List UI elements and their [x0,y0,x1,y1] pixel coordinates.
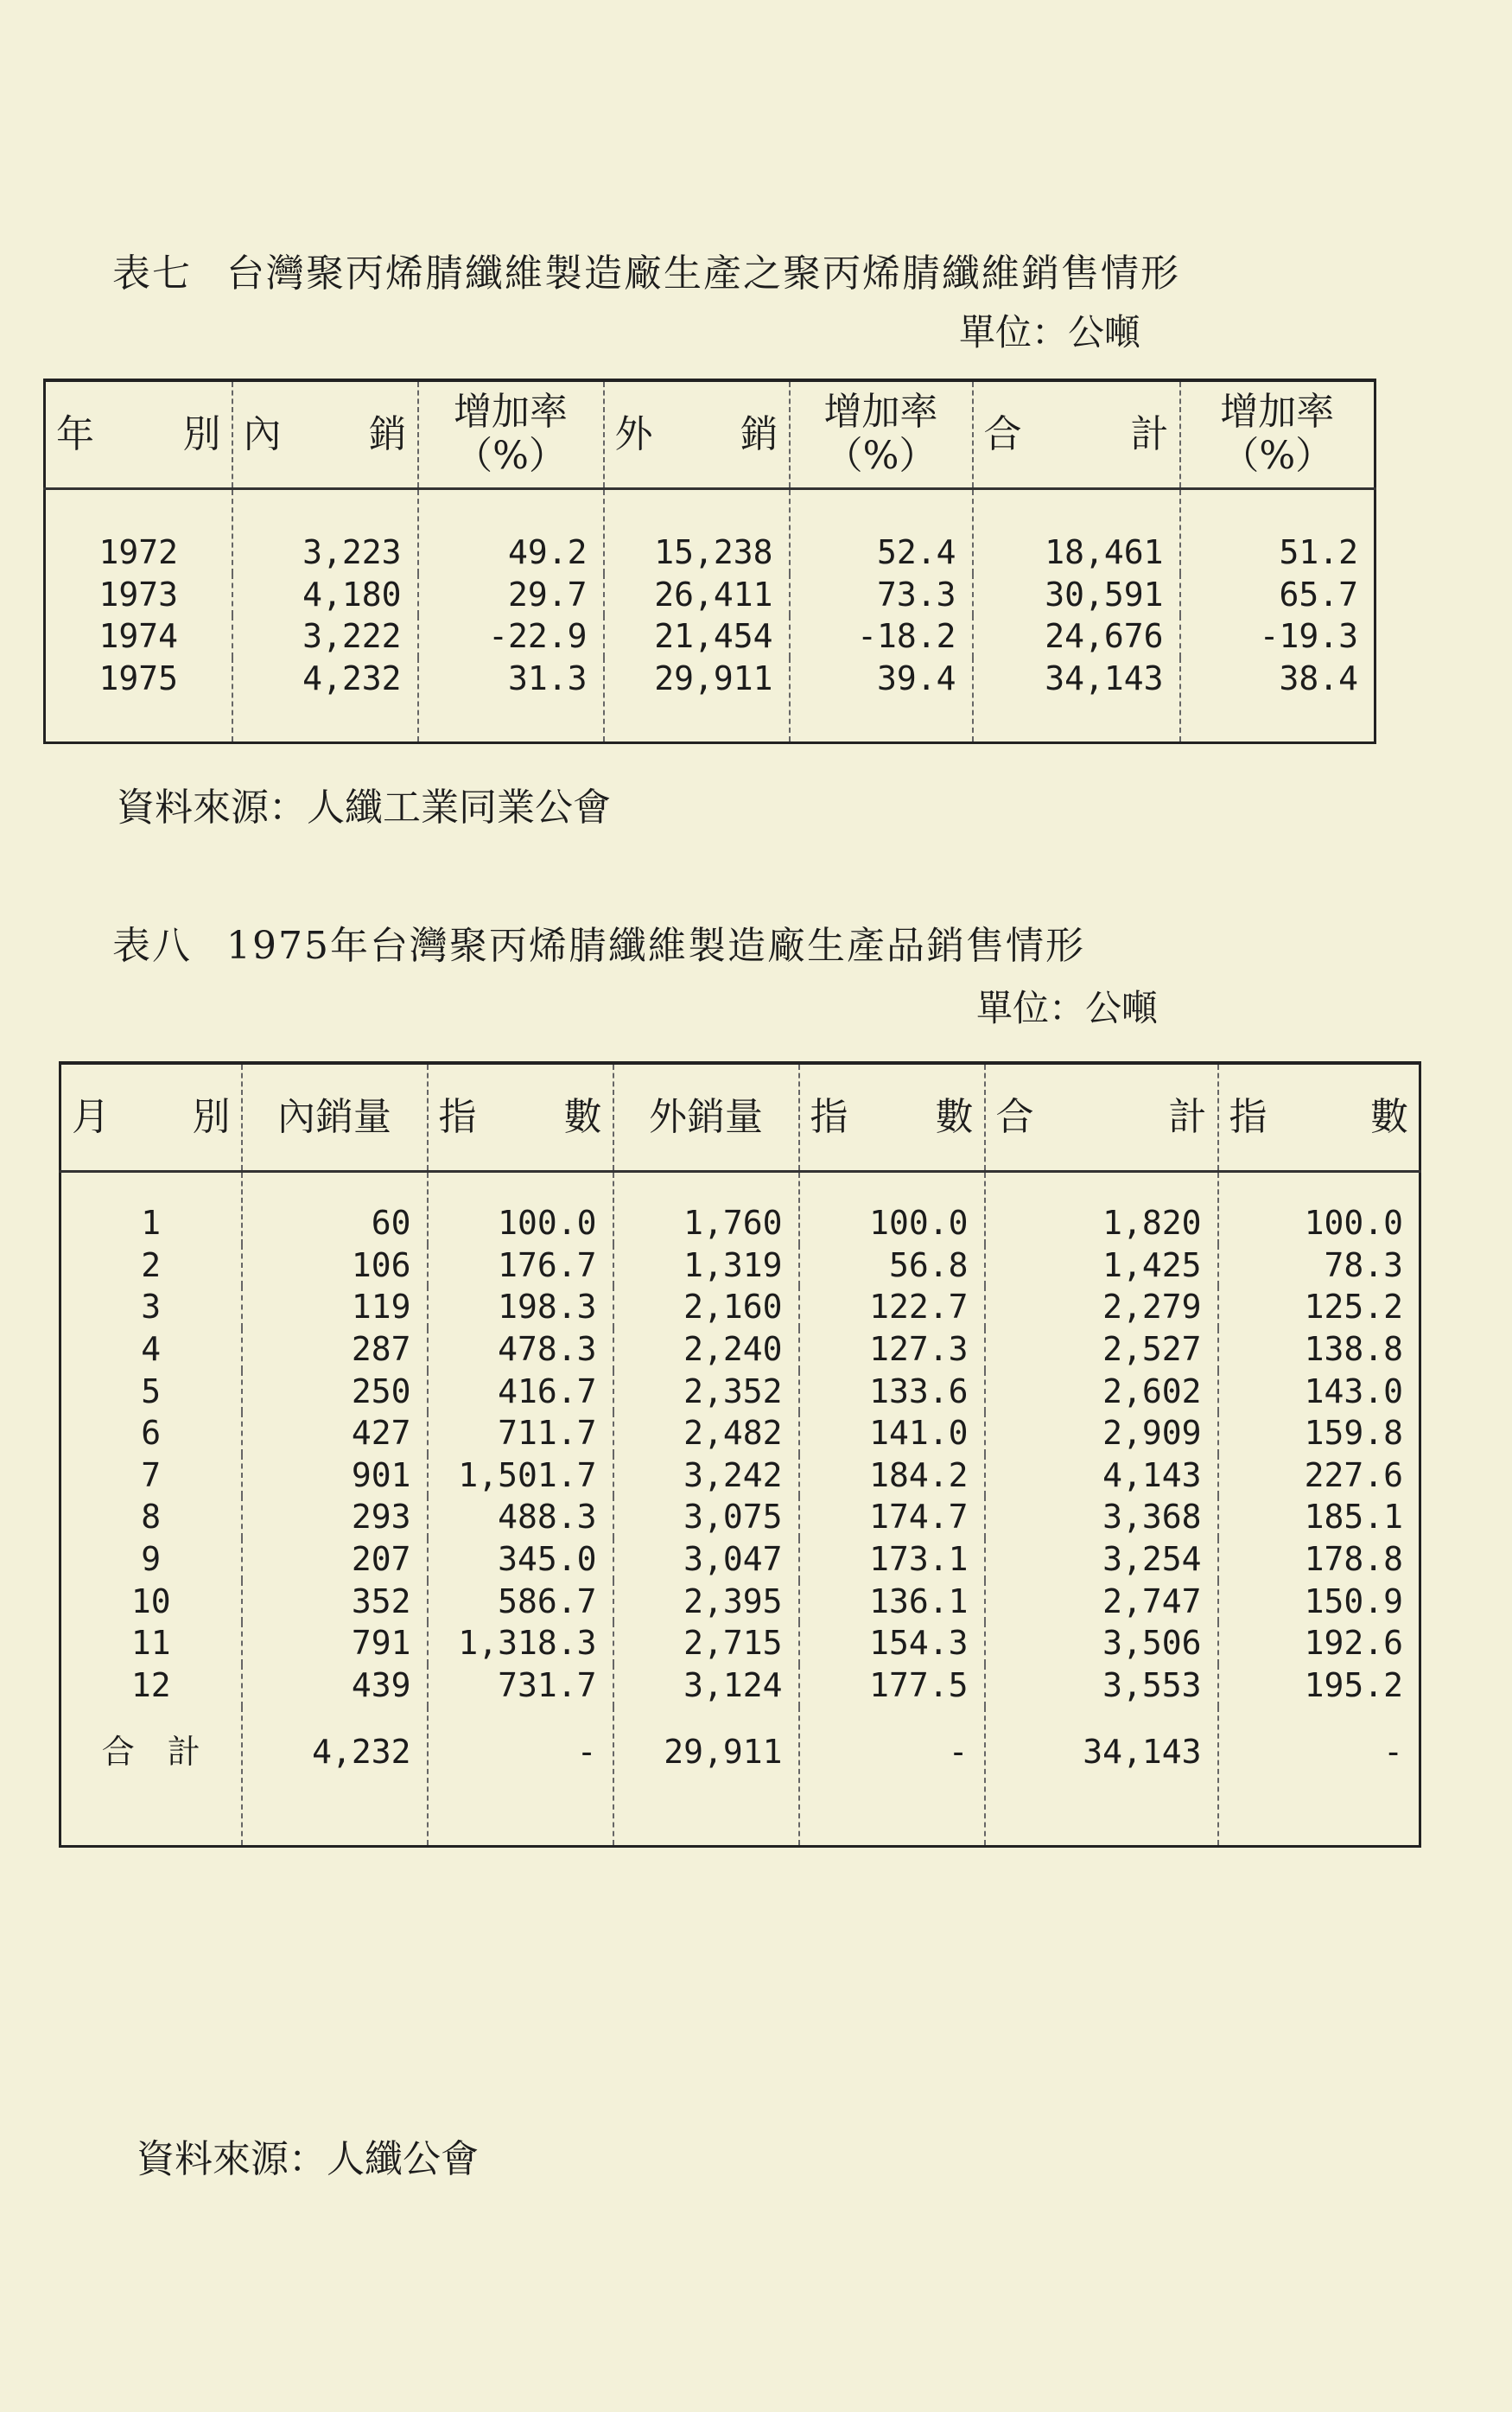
table8-header-month: 月 別 [60,1063,242,1172]
table8-total-row [60,1707,1420,1847]
total-cell: 30,591 [973,574,1180,616]
month-cell: 8 [60,1496,242,1538]
domestic-cell: 250 [242,1371,428,1413]
export-cell: 2,482 [613,1412,799,1454]
domestic-cell: 4,232 [232,658,418,742]
domestic-index-cell: 100.0 [428,1172,613,1244]
domestic-cell: 4,180 [232,574,418,616]
table-row [60,1172,1420,1244]
table8-header-total: 合 計 [985,1063,1218,1172]
table7-source: 資料來源：人纖工業同業公會 [117,786,611,830]
domestic-index-cell: 176.7 [428,1244,613,1287]
total-rate-cell: 38.4 [1279,659,1358,697]
export-index-cell: 141.0 [799,1412,985,1454]
table7-caption [112,242,1180,297]
total-index-cell: 78.3 [1324,1245,1403,1284]
total-index-cell: 138.8 [1304,1329,1403,1368]
export-rate-cell: 52.4 [790,489,973,574]
year-cell: 1972 [45,489,232,574]
domestic-index-cell: 416.7 [428,1371,613,1413]
table8-source: 資料來源：人纖公會 [137,2137,479,2181]
total-rate-cell: 65.7 [1279,575,1358,614]
total-cell: 24,676 [973,615,1180,658]
export-cell: 2,715 [613,1622,799,1664]
domestic-index-cell: 198.3 [428,1286,613,1328]
domestic-rate-cell: 29.7 [418,574,604,616]
domestic-cell: 293 [242,1496,428,1538]
table-row [60,1454,1420,1497]
year-cell: 1973 [45,574,232,616]
table8-number: 表八 [112,924,192,968]
export-index-cell: 122.7 [799,1286,985,1328]
month-cell: 1 [60,1172,242,1244]
total-cell: 18,461 [973,489,1180,574]
export-cell: 26,411 [604,574,790,616]
total-cell: 3,506 [985,1622,1218,1664]
table8-header-row [60,1063,1420,1172]
total-cell: 34,143 [985,1707,1218,1847]
domestic-cell: 901 [242,1454,428,1497]
table7-number: 表七 [112,251,192,296]
domestic-index-cell: 731.7 [428,1664,613,1707]
export-cell: 1,319 [613,1244,799,1287]
table-row [60,1286,1420,1328]
domestic-cell: 207 [242,1538,428,1581]
export-index-cell: 154.3 [799,1622,985,1664]
table7-header-year: 年 別 [45,380,232,489]
domestic-index-cell: 488.3 [428,1496,613,1538]
table7-header-export: 外 銷 [604,380,790,489]
export-cell: 2,352 [613,1371,799,1413]
export-cell: 1,760 [613,1172,799,1244]
total-index-cell: 159.8 [1304,1414,1403,1453]
export-index-cell: 177.5 [799,1664,985,1707]
domestic-cell: 3,222 [232,615,418,658]
export-cell: 15,238 [604,489,790,574]
table8-header-export-index: 指 數 [799,1063,985,1172]
total-index-cell: 143.0 [1304,1371,1403,1410]
table7-header-domestic: 內 銷 [232,380,418,489]
export-cell: 2,160 [613,1286,799,1328]
table7-title: 台灣聚丙烯腈纖維製造廠生產之聚丙烯腈纖維銷售情形 [226,251,1180,296]
total-index-cell: 178.8 [1304,1540,1403,1578]
table-row [45,489,1375,574]
domestic-rate-cell: -22.9 [418,615,604,658]
export-cell: 21,454 [604,615,790,658]
export-cell: 29,911 [613,1707,799,1847]
month-cell: 6 [60,1412,242,1454]
table-row [45,574,1375,616]
domestic-cell: 4,232 [242,1707,428,1847]
domestic-cell: 427 [242,1412,428,1454]
total-rate-cell: -19.3 [1259,617,1358,656]
domestic-cell: 287 [242,1328,428,1371]
export-index-cell: 174.7 [799,1496,985,1538]
domestic-rate-cell: 31.3 [418,658,604,742]
domestic-cell: 439 [242,1664,428,1707]
table-row [60,1328,1420,1371]
domestic-index-cell: 711.7 [428,1412,613,1454]
total-cell: 2,747 [985,1581,1218,1623]
total-cell: 2,602 [985,1371,1218,1413]
export-cell: 3,047 [613,1538,799,1581]
table-row [60,1664,1420,1707]
domestic-index-cell: - [428,1707,613,1847]
table8-header-domestic: 內銷量 [242,1063,428,1172]
export-index-cell: 56.8 [799,1244,985,1287]
total-cell: 2,909 [985,1412,1218,1454]
total-cell: 4,143 [985,1454,1218,1497]
export-index-cell: 173.1 [799,1538,985,1581]
total-index-cell: 195.2 [1304,1665,1403,1704]
table-row [60,1538,1420,1581]
export-rate-cell: 39.4 [790,658,973,742]
table-row [60,1496,1420,1538]
month-cell: 4 [60,1328,242,1371]
total-index-cell: 150.9 [1304,1581,1403,1620]
total-index-cell: - [1383,1732,1403,1771]
table-row [45,615,1375,658]
domestic-cell: 119 [242,1286,428,1328]
table-row [60,1244,1420,1287]
total-cell: 2,279 [985,1286,1218,1328]
export-cell: 3,124 [613,1664,799,1707]
domestic-index-cell: 1,501.7 [428,1454,613,1497]
total-index-cell: 227.6 [1304,1455,1403,1494]
table8 [59,1061,1421,1848]
export-index-cell: 127.3 [799,1328,985,1371]
total-cell: 34,143 [973,658,1180,742]
total-cell: 3,368 [985,1496,1218,1538]
table7-header-domestic-rate: 增加率 （%） [418,380,604,489]
month-cell: 5 [60,1371,242,1413]
table7 [43,379,1376,744]
table8-title: 1975年台灣聚丙烯腈纖維製造廠生產品銷售情形 [226,924,1085,968]
month-cell: 12 [60,1664,242,1707]
table-row [60,1581,1420,1623]
total-cell: 1,820 [985,1172,1218,1244]
export-index-cell: 100.0 [799,1172,985,1244]
table-row [45,658,1375,742]
domestic-cell: 352 [242,1581,428,1623]
total-index-cell: 192.6 [1304,1624,1403,1663]
month-cell: 10 [60,1581,242,1623]
table7-header-export-rate: 增加率 （%） [790,380,973,489]
table8-unit: 單位：公噸 [976,987,1159,1029]
table7-header-row [45,380,1375,489]
export-cell: 3,242 [613,1454,799,1497]
table8-header-domestic-index: 指 數 [428,1063,613,1172]
export-rate-cell: 73.3 [790,574,973,616]
export-index-cell: 133.6 [799,1371,985,1413]
domestic-index-cell: 586.7 [428,1581,613,1623]
table7-header-total: 合 計 [973,380,1180,489]
total-cell: 1,425 [985,1244,1218,1287]
total-rate-cell: 51.2 [1279,533,1358,571]
domestic-index-cell: 345.0 [428,1538,613,1581]
month-cell: 3 [60,1286,242,1328]
export-cell: 2,395 [613,1581,799,1623]
total-label-cell: 合 計 [60,1707,242,1847]
export-index-cell: 136.1 [799,1581,985,1623]
domestic-index-cell: 478.3 [428,1328,613,1371]
total-cell: 2,527 [985,1328,1218,1371]
export-index-cell: - [799,1707,985,1847]
total-cell: 3,553 [985,1664,1218,1707]
table-row [60,1622,1420,1664]
domestic-cell: 791 [242,1622,428,1664]
month-cell: 2 [60,1244,242,1287]
total-index-cell: 100.0 [1304,1204,1403,1242]
table8-header-total-index: 指 數 [1218,1063,1420,1172]
table8-header-export: 外銷量 [613,1063,799,1172]
table7-header-total-rate: 增加率 （%） [1180,380,1375,489]
domestic-cell: 60 [242,1172,428,1244]
table-row [60,1412,1420,1454]
export-index-cell: 184.2 [799,1454,985,1497]
export-cell: 3,075 [613,1496,799,1538]
domestic-cell: 3,223 [232,489,418,574]
export-rate-cell: -18.2 [790,615,973,658]
total-index-cell: 185.1 [1304,1498,1403,1537]
month-cell: 7 [60,1454,242,1497]
table-row [60,1371,1420,1413]
domestic-rate-cell: 49.2 [418,489,604,574]
year-cell: 1975 [45,658,232,742]
year-cell: 1974 [45,615,232,658]
total-index-cell: 125.2 [1304,1288,1403,1327]
export-cell: 29,911 [604,658,790,742]
domestic-index-cell: 1,318.3 [428,1622,613,1664]
month-cell: 9 [60,1538,242,1581]
export-cell: 2,240 [613,1328,799,1371]
domestic-cell: 106 [242,1244,428,1287]
table7-unit: 單位：公噸 [959,311,1141,353]
total-cell: 3,254 [985,1538,1218,1581]
table8-caption [112,914,1085,970]
month-cell: 11 [60,1622,242,1664]
